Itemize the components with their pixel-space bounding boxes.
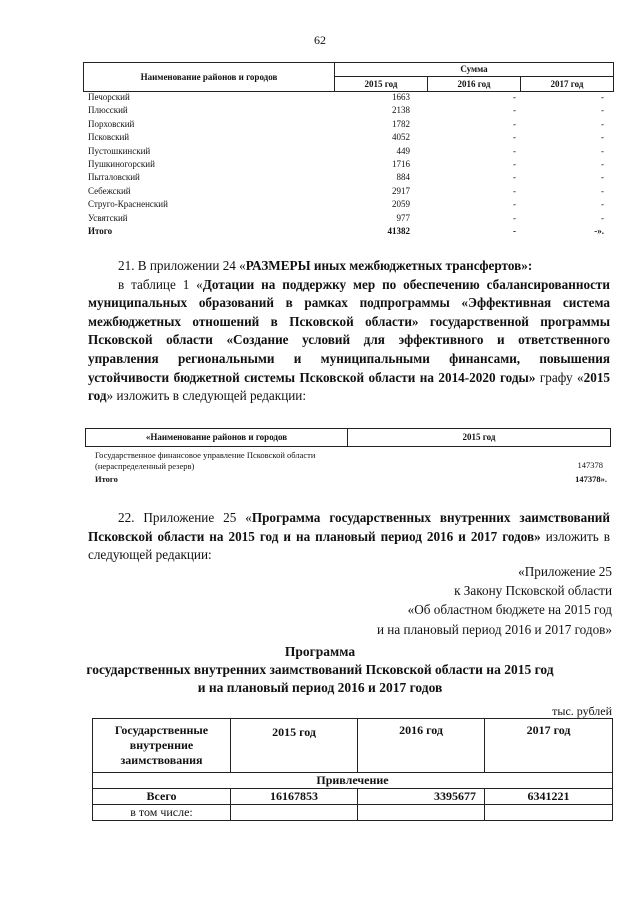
para21-lead: 21. В приложении 24 « <box>118 258 246 273</box>
paragraph-21 <box>88 257 610 406</box>
table-total-row <box>88 225 608 238</box>
row-value-2015: 2059 <box>392 199 410 210</box>
total-value-2016: - <box>513 225 516 236</box>
table-row <box>88 212 608 225</box>
table1-header-name: Наименование районов и городов <box>83 62 335 92</box>
para21-tail: » изложить в следующей редакции: <box>106 388 307 404</box>
page-number: 62 <box>314 33 326 47</box>
row-value-2015: 884 <box>396 172 410 183</box>
row-name: Пустошкинский <box>88 145 151 156</box>
row-value-2015: 1716 <box>392 158 410 169</box>
row-value-2017: - <box>601 105 604 116</box>
paragraph-22 <box>88 509 610 565</box>
table-row <box>88 158 608 171</box>
row-name: Печорский <box>88 92 130 102</box>
table1-header-sum: Сумма <box>334 62 614 77</box>
total-name: Итого <box>88 225 113 236</box>
table-row <box>88 91 608 104</box>
row-value-2016: - <box>513 118 516 129</box>
row-name: Усвятский <box>88 212 128 223</box>
row-value-2017: - <box>601 158 604 169</box>
table1-header-year-2017: 2017 год <box>520 76 614 92</box>
total-value-2017: -». <box>594 225 604 236</box>
row-value-2016: - <box>513 212 516 223</box>
row-value-2015: 449 <box>396 145 410 156</box>
row-value-2016: - <box>513 172 516 183</box>
table3-empty-cell <box>484 804 613 821</box>
row-value-2015: 1663 <box>392 92 410 102</box>
row-value-2017: - <box>601 132 604 143</box>
row-value-2016: - <box>513 145 516 156</box>
total-value-2015: 41382 <box>387 225 410 236</box>
row-value-2016: - <box>513 185 516 196</box>
row-name: Себежский <box>88 185 131 196</box>
para21-line2-lead: в таблице 1 « <box>118 276 203 292</box>
row-value-2016: - <box>513 199 516 210</box>
table2-row-value: 147378 <box>577 460 603 470</box>
table3-header-col3: 2017 год <box>484 718 613 773</box>
row-value-2015: 4052 <box>392 132 410 143</box>
appendix-line: и на плановый период 2016 и 2017 годов» <box>376 621 612 637</box>
table-row <box>88 104 608 117</box>
row-value-2015: 1782 <box>392 118 410 129</box>
row-value-2017: - <box>601 118 604 129</box>
table2-row-name: Государственное финансовое управление Псковской области (нераспределенный резерв) <box>95 450 316 471</box>
appendix-line: «Об областном бюджете на 2015 год <box>407 602 612 618</box>
row-value-2017: - <box>601 212 604 223</box>
table3-section-label: Привлечение <box>92 772 613 789</box>
row-value-2016: - <box>513 92 516 102</box>
table-row <box>88 145 608 158</box>
row-value-2017: - <box>601 199 604 210</box>
row-value-2015: 977 <box>396 212 410 223</box>
table1-header-year-2016: 2016 год <box>427 76 521 92</box>
table-row <box>88 171 608 184</box>
table3-total-name: Всего <box>92 788 231 805</box>
table-row <box>88 198 608 211</box>
program-title-line2: государственных внутренних заимствований Псковской области на 2015 год <box>86 662 554 677</box>
appendix-line: к Закону Псковской области <box>454 583 612 599</box>
para21-bold-subject: Дотации на поддержку мер по обеспечению сбалансированности муниципальных образований в рамках подпрограммы «Эффективная система межбюджетных отношений в Псковской области» государственной программы Псковской области «Создание условий для эффективного и ответственного управления региональными и муниципальными финансами, повышения устойчивости бюджетной системы Псковской области на 2014-2020 годы» <box>88 276 610 385</box>
units-label: тыс. рублей <box>552 704 612 718</box>
table2-header <box>85 428 611 447</box>
row-value-2016: - <box>513 105 516 116</box>
table-row <box>88 131 608 144</box>
table3-empty-cell <box>357 804 485 821</box>
row-value-2016: - <box>513 132 516 143</box>
table-row <box>88 118 608 131</box>
para21-bold-year: 2015 год <box>88 369 610 404</box>
table2-total-name: Итого <box>95 474 118 484</box>
table2-header-name: «Наименование районов и городов <box>85 428 348 447</box>
table3-header-col2: 2016 год <box>357 718 485 773</box>
table2-header-year: 2015 год <box>347 428 611 447</box>
para22-lead: 22. Приложение 25 « <box>118 510 252 525</box>
row-name: Пушкиногорский <box>88 158 155 169</box>
table1-header <box>83 62 614 92</box>
row-name: Псковский <box>88 132 130 143</box>
table3-empty-cell <box>230 804 358 821</box>
table2-total-value: 147378». <box>575 474 607 484</box>
table3-total-2015: 16167853 <box>230 788 358 805</box>
row-value-2016: - <box>513 158 516 169</box>
row-value-2017: - <box>601 145 604 156</box>
table3-header-col0: Государственные внутренние заимствования <box>92 718 231 773</box>
row-value-2017: - <box>601 172 604 183</box>
row-name: Порховский <box>88 118 135 129</box>
table2-body <box>95 450 607 485</box>
para21-title-rest: иных межбюджетных трансфертов»: <box>310 258 533 273</box>
row-value-2017: - <box>601 185 604 196</box>
row-value-2015: 2138 <box>392 105 410 116</box>
table3-including-label: в том числе: <box>92 804 231 821</box>
row-value-2017: - <box>601 92 604 102</box>
para21-mid: графу « <box>535 369 584 385</box>
appendix-reference <box>377 562 612 639</box>
row-value-2015: 2917 <box>392 185 410 196</box>
row-name: Струго-Красненский <box>88 199 168 210</box>
para22-bold: Программа государственных внутренних заимствований Псковской области на 2015 год и на плановый период 2016 и 2017 годов» <box>88 510 611 544</box>
table-row <box>88 185 608 198</box>
table1-body <box>88 91 608 238</box>
row-name: Плюсский <box>88 105 128 116</box>
appendix-line: «Приложение 25 <box>518 564 612 579</box>
table3-total-2017: 6341221 <box>484 788 613 805</box>
program-title-line1: Программа <box>284 644 356 659</box>
program-title-line3: и на плановый период 2016 и 2017 годов <box>197 680 443 695</box>
table1-header-year-2015: 2015 год <box>334 76 428 92</box>
para21-bold-title: РАЗМЕРЫ <box>245 258 311 273</box>
row-name: Пыталовский <box>88 172 140 183</box>
table3-header-col1: 2015 год <box>230 718 358 773</box>
table3-total-2016: 3395677 <box>357 788 485 805</box>
para22-tail: изложить в следующей редакции: <box>88 528 610 563</box>
